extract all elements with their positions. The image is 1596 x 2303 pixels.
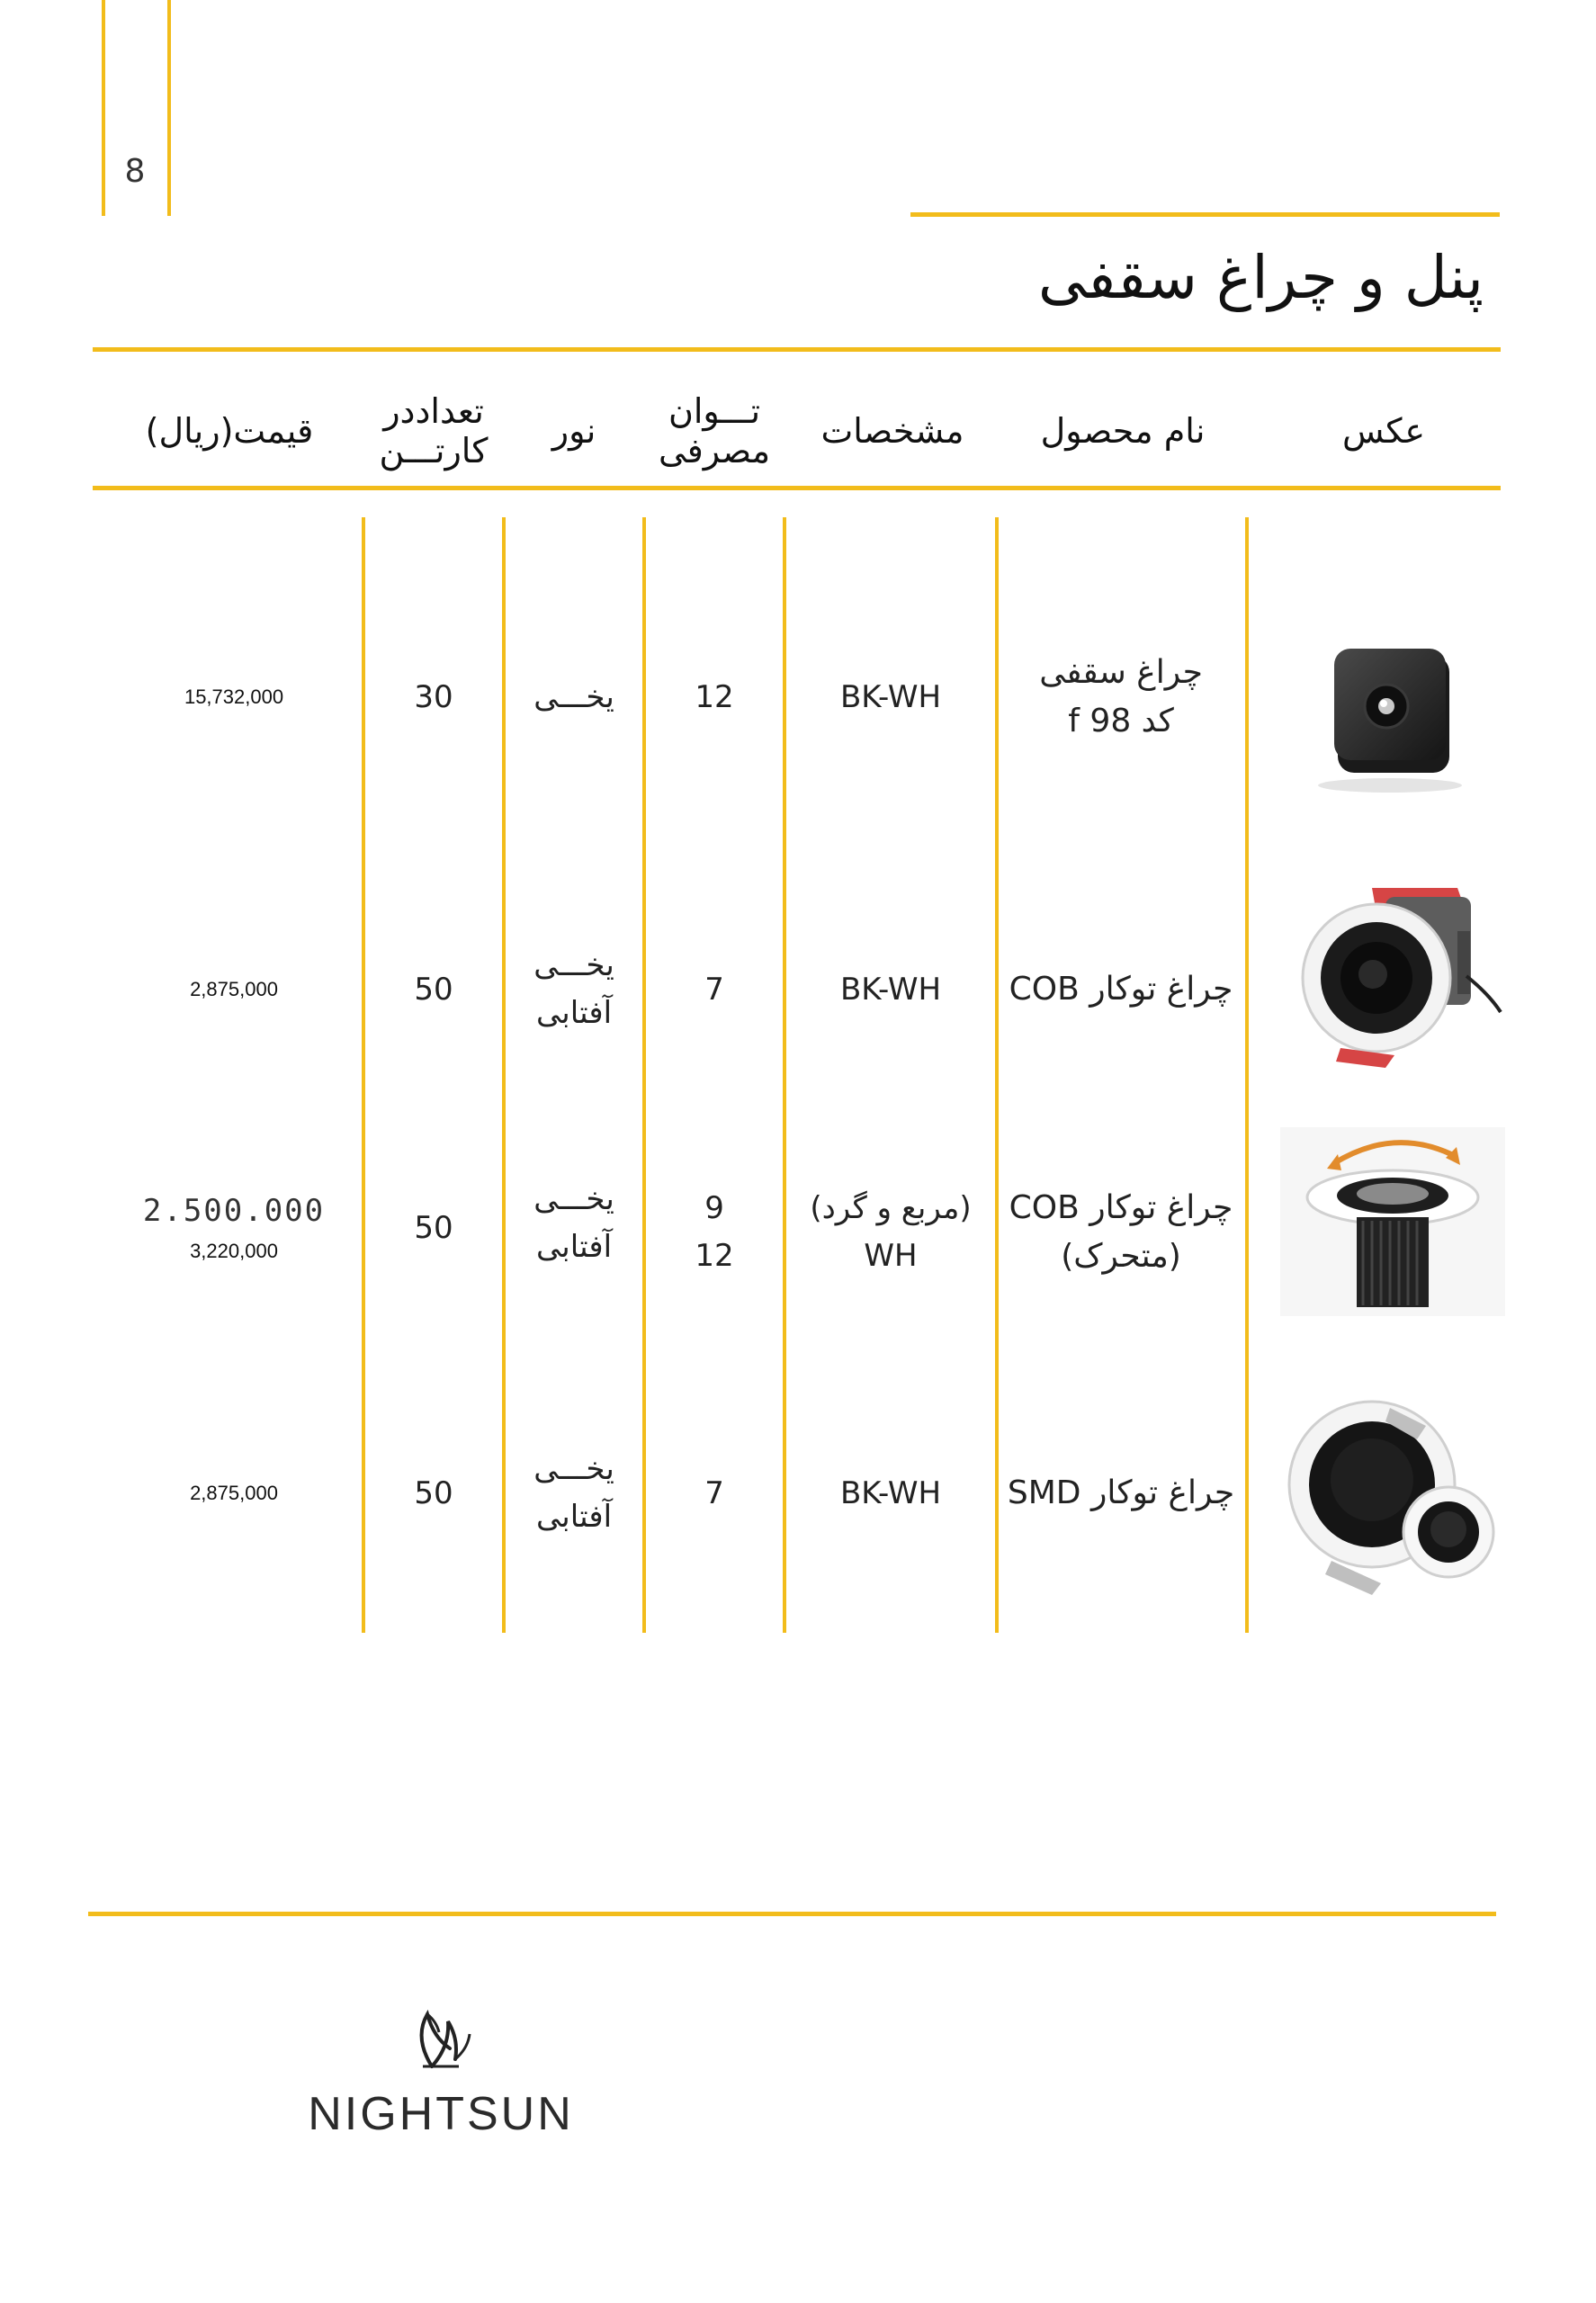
row-specs: BK-WH	[839, 1474, 942, 1511]
page-number: 8	[124, 153, 146, 190]
row-price: 2.500.000 3,220,000	[142, 1193, 326, 1262]
row-light: یخـــی آفتابی	[533, 1181, 614, 1265]
row-image	[1278, 1125, 1507, 1318]
row-carton: 50	[414, 971, 453, 1008]
row-price: 15,732,000	[184, 686, 284, 708]
row-price: 2,875,000	[190, 1482, 278, 1504]
row-light: یخـــی آفتابی	[533, 1451, 614, 1535]
row-image	[1278, 877, 1511, 1075]
page-number-bar-left	[102, 0, 105, 216]
row-product-name: چراغ توکار COB	[1009, 971, 1233, 1008]
header-price: قیمت(ریال)	[145, 411, 314, 452]
row-product-name: چراغ توکار COB (متحرک)	[1009, 1189, 1233, 1275]
cob-downlight-icon	[1287, 877, 1502, 1075]
row-product-name: چراغ توکار SMD	[1007, 1474, 1235, 1511]
header-product-name: نام محصول	[1040, 411, 1206, 452]
header-photo: عکس	[1341, 411, 1426, 452]
header-power: تـــوان مصرفی	[658, 391, 771, 470]
row-power: 7	[704, 1474, 724, 1511]
row-light: یخـــی آفتابی	[533, 947, 614, 1031]
row-image	[1278, 1385, 1511, 1601]
row-light: یخـــی	[533, 678, 614, 715]
page-title: پنل و چراغ سقفی	[1037, 243, 1484, 312]
row-product-name: چراغ سقفی کد 98 f	[1039, 654, 1203, 739]
square-ceiling-light-icon	[1300, 625, 1480, 796]
row-price: 2,875,000	[190, 978, 278, 1000]
header-bottom-rule	[93, 486, 1501, 490]
page-number-bar-right	[167, 0, 171, 216]
column-divider	[1245, 517, 1249, 1633]
header-carton: تعدادد‌ر کارتـــن	[379, 391, 489, 470]
header-light: نور	[551, 411, 596, 452]
nightsun-logo-icon	[396, 2002, 486, 2074]
adjustable-cob-downlight-icon	[1280, 1127, 1505, 1316]
row-specs: BK-WH	[839, 678, 942, 715]
smd-downlight-icon	[1282, 1390, 1507, 1597]
row-power: 12	[695, 678, 734, 715]
row-power: 9 12	[695, 1190, 734, 1274]
row-specs: BK-WH	[839, 971, 942, 1008]
row-carton: 50	[414, 1209, 453, 1246]
header-top-rule	[93, 347, 1501, 352]
brand-name: NIGHTSUN	[308, 2088, 574, 2140]
row-carton: 30	[414, 678, 453, 715]
title-rule	[910, 212, 1500, 217]
row-image	[1278, 621, 1502, 801]
header-specs: مشخصات	[820, 411, 964, 452]
row-power: 7	[704, 971, 724, 1008]
row-specs: (مربع و گرد) WH	[810, 1190, 972, 1274]
row-carton: 50	[414, 1474, 453, 1511]
footer-rule	[88, 1912, 1496, 1916]
